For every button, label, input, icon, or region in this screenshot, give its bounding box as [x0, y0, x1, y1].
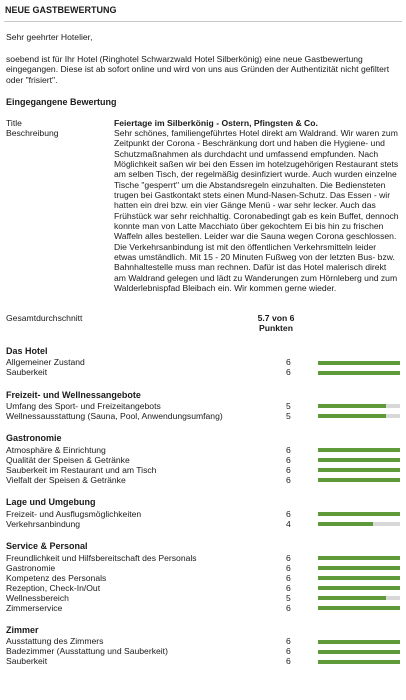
rating-bar-fill — [318, 361, 400, 365]
rating-score: 6 — [286, 572, 291, 583]
rating-category — [6, 390, 400, 422]
rating-bar — [318, 361, 400, 365]
rating-bar-fill — [318, 468, 400, 472]
rating-bar — [318, 566, 400, 570]
rating-bar-fill — [318, 512, 400, 516]
rating-name: Wellnessbereich — [6, 592, 69, 603]
greeting: Sehr geehrter Hotelier, — [6, 31, 93, 42]
rating-name: Freundlichkeit und Hilfsbereitschaft des Personals — [6, 552, 197, 563]
rating-name: Verkehrsanbindung — [6, 518, 81, 529]
rating-row — [6, 583, 400, 593]
category-title: Lage und Umgebung — [6, 497, 96, 508]
rating-bar — [318, 522, 400, 526]
intro-text: soebend ist für Ihr Hotel (Ringhotel Schwarzwald Hotel Silberkönig) eine neue Gastbewertung eingegangen. Diese ist ab sofort online und wird von uns aus Gründen der Authentizität nicht gefiltert oder "frisiert". — [6, 54, 390, 85]
rating-score: 6 — [286, 445, 291, 456]
description-label: Beschreibung — [6, 128, 59, 139]
rating-row — [6, 593, 400, 603]
overall-score-row — [6, 313, 400, 334]
rating-bar — [318, 468, 400, 472]
rating-score: 6 — [286, 636, 291, 647]
rating-name: Atmosphäre & Einrichtung — [6, 445, 106, 456]
email-header-title: NEUE GASTBEWERTUNG — [4, 0, 402, 22]
rating-bar-fill — [318, 650, 400, 654]
rating-name: Kompetenz des Personals — [6, 572, 107, 583]
rating-name: Ausstattung des Zimmers — [6, 636, 104, 647]
rating-category — [6, 433, 400, 485]
rating-score: 6 — [286, 552, 291, 563]
rating-row — [6, 657, 400, 667]
rating-bar-fill — [318, 596, 386, 600]
rating-bar-fill — [318, 404, 386, 408]
rating-category — [6, 625, 400, 667]
category-title: Freizeit- und Wellnessangebote — [6, 389, 141, 400]
title-label: Title — [6, 117, 22, 128]
rating-row — [6, 465, 400, 475]
rating-name: Vielfalt der Speisen & Getränke — [6, 475, 126, 486]
rating-score: 5 — [286, 401, 291, 412]
review-block — [6, 118, 400, 293]
rating-name: Wellnessausstattung (Sauna, Pool, Anwendungsumfang) — [6, 411, 223, 422]
rating-score: 6 — [286, 367, 291, 378]
rating-bar — [318, 640, 400, 644]
overall-label: Gesamtdurchschnitt — [6, 313, 83, 324]
rating-bar — [318, 650, 400, 654]
rating-category — [6, 497, 400, 529]
review-body — [114, 118, 400, 293]
rating-name: Rezeption, Check-In/Out — [6, 582, 101, 593]
rating-name: Sauberkeit — [6, 656, 48, 667]
rating-score: 6 — [286, 562, 291, 573]
review-title: Feiertage im Silberkönig - Ostern, Pfingsten & Co. — [114, 117, 318, 128]
rating-row — [6, 603, 400, 613]
overall-value: 5.7 von 6 Punkten — [257, 313, 295, 334]
rating-bar-fill — [318, 458, 400, 462]
rating-bar-fill — [318, 660, 400, 664]
rating-name: Sauberkeit — [6, 367, 48, 378]
rating-score: 5 — [286, 592, 291, 603]
rating-bar-fill — [318, 414, 386, 418]
category-title: Zimmer — [6, 624, 39, 635]
rating-row — [6, 455, 400, 465]
rating-name: Allgemeiner Zustand — [6, 357, 85, 368]
rating-bar — [318, 596, 400, 600]
rating-name: Qualität der Speisen & Getränke — [6, 455, 130, 466]
category-title: Service & Personal — [6, 540, 88, 551]
rating-bar — [318, 458, 400, 462]
rating-score: 6 — [286, 455, 291, 466]
rating-bar-fill — [318, 606, 400, 610]
rating-score: 6 — [286, 656, 291, 667]
rating-bar — [318, 371, 400, 375]
rating-bar-fill — [318, 478, 400, 482]
rating-score: 4 — [286, 518, 291, 529]
rating-bar-fill — [318, 371, 400, 375]
section-title: Eingegangene Bewertung — [6, 97, 117, 108]
rating-bar — [318, 606, 400, 610]
rating-score: 6 — [286, 357, 291, 368]
rating-score: 5 — [286, 411, 291, 422]
rating-name: Sauberkeit im Restaurant und am Tisch — [6, 465, 157, 476]
rating-row — [6, 475, 400, 485]
rating-row — [6, 519, 400, 529]
rating-category — [6, 541, 400, 613]
rating-bar — [318, 448, 400, 452]
rating-score: 6 — [286, 508, 291, 519]
rating-score: 6 — [286, 646, 291, 657]
rating-categories — [6, 346, 400, 667]
rating-row — [6, 647, 400, 657]
rating-row — [6, 445, 400, 455]
rating-bar — [318, 414, 400, 418]
rating-score: 6 — [286, 475, 291, 486]
rating-bar-fill — [318, 586, 400, 590]
rating-bar — [318, 660, 400, 664]
rating-bar-fill — [318, 640, 400, 644]
rating-row — [6, 637, 400, 647]
rating-bar-fill — [318, 556, 400, 560]
rating-bar — [318, 404, 400, 408]
rating-bar-fill — [318, 448, 400, 452]
rating-score: 6 — [286, 582, 291, 593]
rating-name: Badezimmer (Ausstattung und Sauberkeit) — [6, 646, 168, 657]
rating-row — [6, 401, 400, 411]
rating-bar — [318, 586, 400, 590]
rating-bar-fill — [318, 522, 373, 526]
rating-category — [6, 346, 400, 378]
rating-row — [6, 573, 400, 583]
rating-name: Gastronomie — [6, 562, 56, 573]
rating-bar-fill — [318, 576, 400, 580]
rating-bar-fill — [318, 566, 400, 570]
rating-bar — [318, 576, 400, 580]
rating-row — [6, 368, 400, 378]
category-title: Gastronomie — [6, 433, 62, 444]
rating-score: 6 — [286, 602, 291, 613]
rating-name: Freizeit- und Ausflugsmöglichkeiten — [6, 508, 142, 519]
rating-row — [6, 411, 400, 421]
rating-row — [6, 553, 400, 563]
category-title: Das Hotel — [6, 345, 48, 356]
rating-row — [6, 358, 400, 368]
rating-bar — [318, 478, 400, 482]
rating-bar — [318, 512, 400, 516]
rating-bar — [318, 556, 400, 560]
rating-row — [6, 509, 400, 519]
review-description: Sehr schönes, familiengeführtes Hotel direkt am Waldrand. Wir waren zum Zeitpunkt der Corona - Beschränkung dort und haben die Hygiene- und Schutzmaßnahmen als durchdacht und umfassend empfunden. Nach Möglichkeit saßen wir bei den Essen im hotelzugehörigen Restaurant stets am selben Tisch, der regelmäßig desinfiziert wurde. Auch wurden einzelne Tische "gesperrt" um die Abstandsregeln einzuhalten. Die Bediensteten trugen bei Gastkontakt stets einen Mund-Nasen-Schutz. Das Essen - wir hatten ein drei bzw. ein vier Gänge Menü - war sehr lecker. Auch das Frühstück war sehr reichhaltig. Coronabedingt gab es kein Buffet, dennoch konnte man von Latte Macchiato über gekochtem Ei bis hin zu frischen Waffeln alles bestellen. Leider war die Sauna wegen Corona geschlossen. Die Verkehrsanbindung ist mit den öffentlichen Verkehrsmitteln leider etwas umständlich. Mit 15 - 20 Minuten Fußweg von der letzten Bus- bzw. Bahnhaltestelle muss man rechnen. Dafür ist das Hotel malerisch direkt am Waldrand gelegen und lädt zu Wanderungen zum Hörnleberg und zum Walderlebnispfad Bleibach ein. Wir kommen gerne wieder. — [114, 128, 399, 293]
rating-score: 6 — [286, 465, 291, 476]
rating-row — [6, 563, 400, 573]
review-labels — [6, 118, 114, 293]
rating-name: Umfang des Sport- und Freizeitangebots — [6, 401, 161, 412]
rating-name: Zimmerservice — [6, 602, 63, 613]
